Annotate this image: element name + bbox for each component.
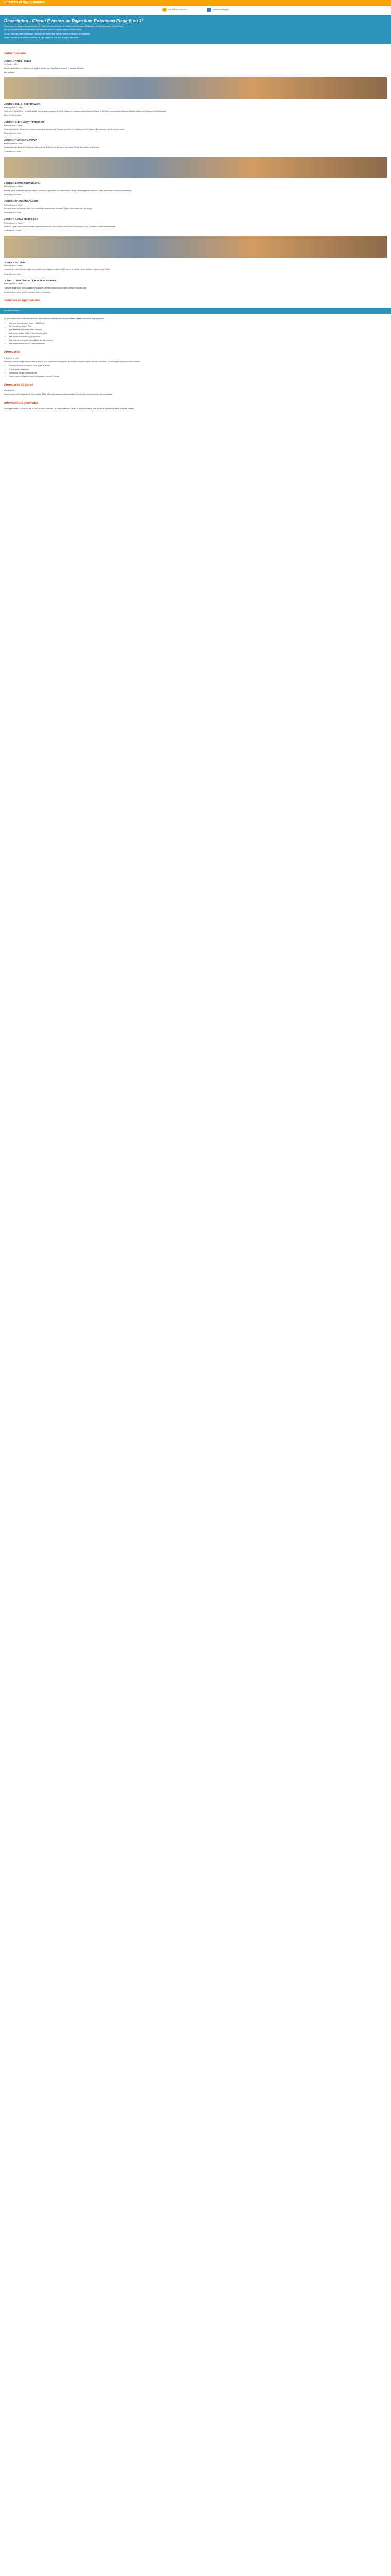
day-title: JOUR 7 : AGRA / DELHI / GOA: [4, 218, 38, 221]
brand-right: [207, 8, 229, 12]
photo-banner: [4, 77, 387, 99]
intro-paragraph: Les plus grands monuments de l'Inde vous attendent dans ce voyage unique en Inde du Nord.: [4, 29, 82, 31]
day-subtitle: Petit déjeuner à l'hôtel.: [4, 185, 23, 188]
day-description: Transfert à l'aéroport de Goa et envol vers Delhi, correspondance pour votre vol retour vers l'Europe.: [4, 286, 87, 289]
list-item: • Assurance voyage recommandée: [9, 372, 387, 375]
sante-text: Aucun vaccin n'est obligatoire. Il est conseillé d'être à jour des vaccins universels et de prévoir une protection contre les moustiques.: [4, 393, 113, 396]
main-content: [0, 44, 391, 414]
list-item: • Les transferts aéroport / hôtel / aéroport: [9, 329, 387, 331]
informations-text: Décalage horaire : + 3h30 en été, + 4h30 en hiver. Monnaie : la roupie indienne. Climat : la meilleure saison pour visiter le Rajasthan s'étend d'octobre à mars.: [4, 408, 134, 410]
day-subtitle: Petit déjeuner à l'hôtel.: [4, 143, 23, 145]
day-description: Visite du Taj Mahal au lever du soleil, symbole éternel de l'amour. Retour vers Delhi et envol pour Goa. Transfert à votre hôtel balnéaire.: [4, 226, 116, 228]
day-description: Envol à destination de Delhi sur vol régulier. Arrivée tard dans la nuit, accueil et transfert à l'hôtel.: [4, 67, 84, 70]
day-description: Visite de la Vieille Delhi : le Jama Masjid, plus grande mosquée de l'Inde, balade en rickshaw dans Chandni Chowk, le Raj Ghat, mémorial du Mahatma Gandhi. Départ vers la région du Shekhawati.: [4, 110, 167, 112]
day-description: En route visite de Fatehpur Sikri, la cité impériale abandonnée. Arrivée à Agra et découverte du Fort Rouge.: [4, 207, 93, 210]
formalites-heading: Formalités: [4, 351, 20, 354]
price-band: Prix de ce circuit :: [0, 308, 391, 314]
day-block: [4, 139, 387, 153]
guide-icon: [162, 8, 167, 12]
day-block: [4, 103, 387, 117]
day-description: Montée à dos d'éléphant au Fort d'Amber. Visite du City Palace, de l'observatoire Jantar Mantar et photo devant le Palais des Vents. Route vers Bhandarej.: [4, 189, 132, 192]
day-block: [4, 182, 387, 196]
day-block: [4, 218, 387, 232]
day-title: JOUR 5 : JAIPUR / BHANDAREJ: [4, 181, 41, 184]
site-title: Services et équipements: [3, 1, 46, 5]
services-heading: Services et équipements: [4, 299, 41, 303]
photo-banner: [4, 157, 387, 178]
itinerary-heading: Votre itinéraire: [4, 52, 26, 55]
day-subtitle: Vol Paris / Delhi: [4, 63, 18, 66]
day-title: JOUR 11 : GOA / DELHI / DIRECTION EUROPE: [4, 279, 56, 282]
day-meal: Dîner et nuit à l'hôtel.: [4, 132, 22, 135]
intro-paragraph: Profitez ensuite d'une extension balnéaire sur les plages de Goa pour un repos bien mérité.: [4, 36, 79, 39]
day-block: [4, 121, 387, 135]
photo-banner: [4, 236, 387, 258]
day-subtitle: Petit déjeuner à l'hôtel.: [4, 124, 23, 127]
intro-paragraph: Partez pour un voyage exceptionnel entre le Palais, les forts, la culture, la tradition et la richesse du Rajasthan, l'un des plus beaux états de l'Inde.: [4, 25, 124, 28]
top-bar: [0, 0, 391, 6]
day-subtitle: Petit déjeuner à l'hôtel.: [4, 265, 23, 267]
formalites-list: [4, 365, 387, 378]
day-meal: Dîner et nuit à l'hôtel.: [4, 273, 22, 275]
day-block: [4, 261, 387, 276]
day-meal: Dîner et nuit à l'hôtel.: [4, 150, 22, 153]
day-meal: Arrivée le jour même ou le lendemain selon les horaires.: [4, 291, 51, 293]
day-description: Visite des havelis, demeures de riches marchands décorées de fresques colorées. Continuation vers Pushkar, ville sainte au bord de son lac sacré.: [4, 128, 125, 131]
hotel-icon: [207, 8, 211, 12]
services-list: [4, 322, 387, 345]
day-title: JOUR 4 : PUSHKAR / JAIPUR: [4, 139, 38, 142]
day-meal: Dîner et nuit à l'hôtel.: [4, 212, 22, 214]
day-subtitle: Petit déjeuner à l'hôtel.: [4, 106, 23, 109]
day-description: Journées libres en formule séjour pour profiter des plages de sable fin de Goa, de la piscine et des activités proposées par l'hôtel.: [4, 268, 111, 271]
day-meal: Dîner et nuit à l'hôtel.: [4, 114, 22, 117]
formalites-text: Passeport valide 6 mois après la date de retour. Visa électronique obligatoire à demander avant le départ. Vaccins conseillés : se renseigner auprès de votre médecin.: [4, 361, 141, 363]
list-item: • E-visa indien obligatoire: [9, 368, 387, 371]
brand-right-label: Hôtels Heritages: [213, 8, 229, 11]
brand-left-label: Guide francophone: [168, 8, 187, 11]
intro-paragraph: Du Taj Mahal aux palais Maharajah, découvrez les villes roses, bleues, dorées et blanches du Rajasthan.: [4, 32, 91, 35]
brand-row: [0, 6, 391, 14]
day-title: JOUR 8 à 10 : GOA: [4, 261, 26, 264]
intro-banner: [0, 15, 391, 44]
day-meal: Dîner et nuit à l'hôtel.: [4, 230, 22, 232]
formalites-subtitle: Passeport et visa: [4, 357, 19, 359]
day-title: JOUR 2 : DELHI / SHEKHAWATI: [4, 102, 40, 105]
list-item: • Les services d'un guide francophone durant le circuit: [9, 339, 387, 342]
day-subtitle: Petit déjeuner à l'hôtel.: [4, 222, 23, 224]
list-item: • Les repas mentionnés au programme: [9, 336, 387, 338]
page-title: Description - Circuit Evasion au Rajasthan Extension Plage 6 ou 3*: [4, 18, 143, 23]
day-block: [4, 200, 387, 214]
day-subtitle: Petit déjeuner à l'hôtel.: [4, 204, 23, 206]
informations-heading: Informations générales: [4, 401, 39, 405]
list-item: • Le vol intérieur Delhi / Goa: [9, 325, 387, 328]
brand-left: [162, 8, 187, 12]
list-item: • Les droits d'entrée sur les sites mentionnés: [9, 343, 387, 345]
day-meal: Nuit à l'hôtel.: [4, 71, 15, 74]
list-item: • Passeport valide au moins 6 mois après le retour: [9, 365, 387, 367]
list-item: • L'hébergement en hôtels 3* ou 4* selon option: [9, 332, 387, 335]
day-subtitle: Petit déjeuner à l'hôtel.: [4, 283, 23, 285]
day-title: JOUR 6 : BHANDAREJ / AGRA: [4, 200, 39, 203]
day-title: JOUR 3 : SHEKHAWATI / PUSHKAR: [4, 121, 44, 124]
day-description: Découverte des ghats de Pushkar et du temple de Brahma, l'un des seuls au monde. Route vers Jaipur, la ville rose.: [4, 146, 100, 149]
services-intro: Ce prix comprend les vols internationaux, les transferts, l'hébergement, les repas et les visites mentionnés au programme.: [4, 317, 105, 320]
sante-heading: Formalités de santé: [4, 383, 34, 387]
day-meal: Dîner et nuit à l'hôtel.: [4, 193, 22, 196]
day-title: JOUR 1 : PARIS / DELHI: [4, 59, 31, 62]
list-item: • Les vols internationaux Paris / Delhi / Paris: [9, 322, 387, 325]
page: [0, 0, 391, 414]
list-item: • Aucun vaccin obligatoire pour les voyageurs venant d'Europe: [9, 375, 387, 378]
day-block: [4, 60, 387, 74]
sante-subtitle: Vaccinations: [4, 389, 15, 392]
day-block: [4, 279, 387, 294]
